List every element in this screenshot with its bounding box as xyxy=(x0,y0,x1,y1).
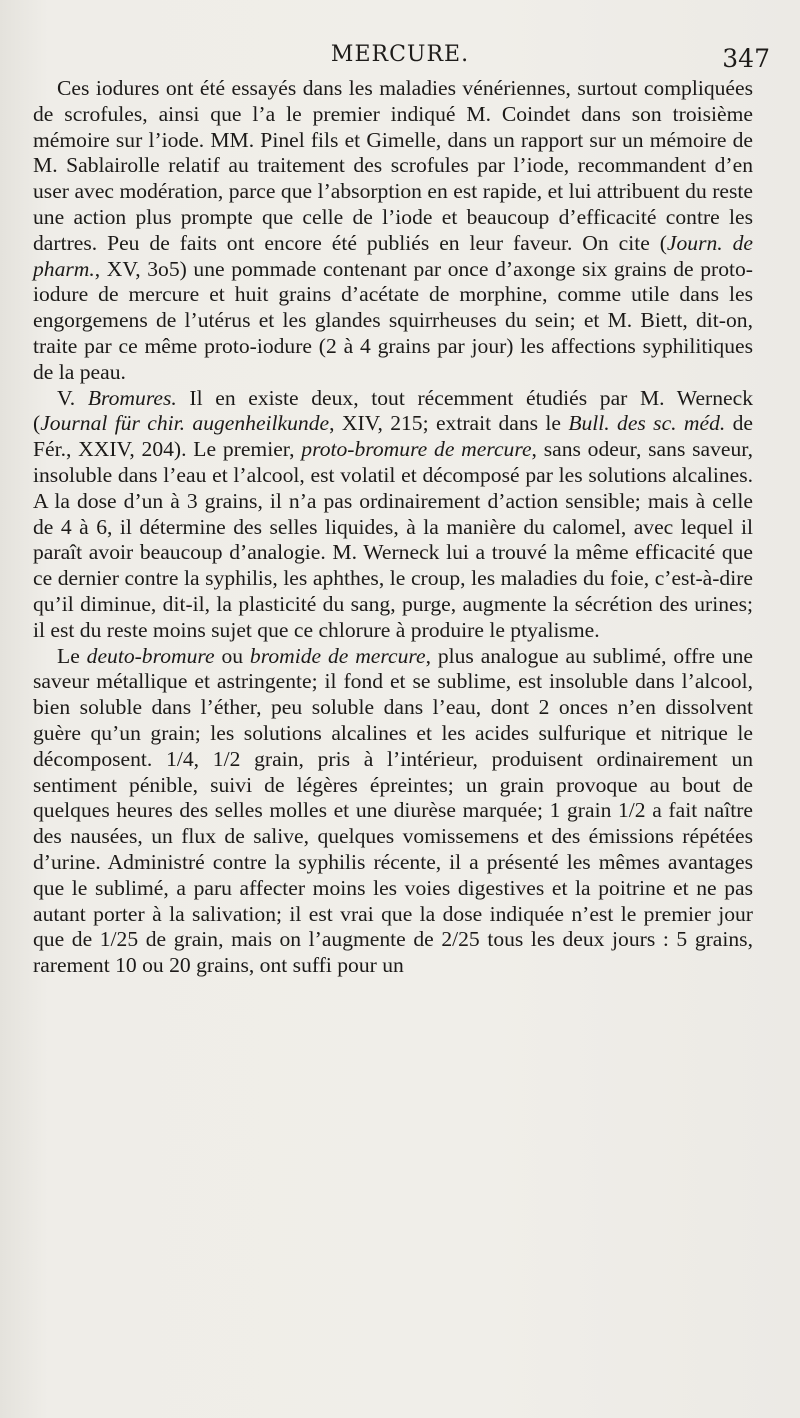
paragraph-iodures xyxy=(33,76,753,386)
text-run: ou xyxy=(214,643,250,668)
text-run: de Fér., XXIV, 204). Le premier, xyxy=(33,411,754,462)
text-run: , XIV, 215; extrait dans le xyxy=(329,411,569,436)
italic-run: proto-bromure de mercure xyxy=(301,437,532,462)
italic-run: Journ. de pharm. xyxy=(33,230,753,281)
text-run: V. xyxy=(57,385,88,410)
text-run: Ces iodures ont été essayés dans les maladies vénériennes, surtout compliquées de scrofules, ainsi que l’a le premier indiqué M. Coindet dans son troisième mémoire sur l’iode. MM. Pinel fils et Gimelle, dans un rapport sur un mémoire de M. Sablairolle relatif au traitement des scrofules par l’iode, recommandent d’en user avec modération, parce que l’absorption en est rapide, et lui attribuent du reste une action plus prompte que celle de l’iode et beaucoup d’efficacité contre les dartres. Peu de faits ont encore été publiés en leur faveur. On cite ( xyxy=(33,76,753,255)
paragraph-deuto-bromure xyxy=(33,644,753,979)
page-number: 347 xyxy=(722,44,770,73)
text-run: , sans odeur, sans saveur, insoluble dans l’eau et l’alcool, est volatil et décomposé par les solutions alcalines. A la dose d’un à 3 grains, il n’a pas ordinairement d’action sensible; mais à celle de 4 à 6, il détermine des selles liquides, à la manière du calomel, avec lequel il paraît avoir beaucoup d’analogie. M. Werneck lui a trouvé la même efficacité que ce dernier contre la syphilis, les aphthes, le croup, les maladies du foie, c’est-à-dire qu’il diminue, dit-il, la plasticité du sang, purge, augmente la sécrétion des urines; il est du reste moins sujet que ce chlorure à produire le ptyalisme. xyxy=(33,437,754,642)
text-run: , plus analogue au sublimé, offre une saveur métallique et astringente; il fond et se sublime, est insoluble dans l’alcool, bien soluble dans l’éther, peu soluble dans l’eau, dont 2 onces n’en dissolvent guère qu’un grain; les solutions alcalines et les acides sulfurique et nitrique le décomposent. 1/4, 1/2 grain, pris à l’intérieur, produisent ordinairement un sentiment pénible, suivi de légères épreintes; un grain provoque au bout de quelques heures des selles molles et une diurèse marquée; 1 grain 1/2 a fait naître des nausées, un flux de salive, quelques vomissemens et des émissions répétées d’urine. Administré contre la syphilis récente, il a présenté les mêmes avantages que le sublimé, a paru affecter moins les voies digestives et la poitrine et ne pas autant porter à la salivation; il est vrai que la dose indiquée n’est le premier jour que de 1/25 de grain, mais on l’augmente de 2/25 tous les deux jours : 5 grains, rarement 10 ou 20 grains, ont suffi pour un xyxy=(33,643,753,978)
italic-run: bromide de mercure xyxy=(249,643,426,668)
running-head: MERCURE. xyxy=(330,42,470,67)
paragraph-bromures xyxy=(33,386,753,644)
italic-run: Bromures. xyxy=(87,385,177,410)
text-run: Il en existe deux, tout récemment étudiés par M. Werneck ( xyxy=(33,385,753,436)
text-run: Le xyxy=(57,643,87,668)
italic-run: deuto-bromure xyxy=(86,643,215,668)
italic-run: Journal für chir. augenheilkunde xyxy=(40,411,330,436)
body-text xyxy=(33,76,753,979)
text-run: , XV, 3o5) une pommade contenant par once d’axonge six grains de proto-iodure de mercure et huit grains d’acétate de morphine, comme utile dans les engorgemens de l’utérus et les glandes squirrheuses du sein; et M. Biett, dit-on, traite par ce même proto-iodure (2 à 4 grains par jour) les affections syphilitiques de la peau. xyxy=(33,256,753,384)
italic-run: Bull. des sc. méd. xyxy=(568,411,726,436)
page-header xyxy=(30,42,770,76)
